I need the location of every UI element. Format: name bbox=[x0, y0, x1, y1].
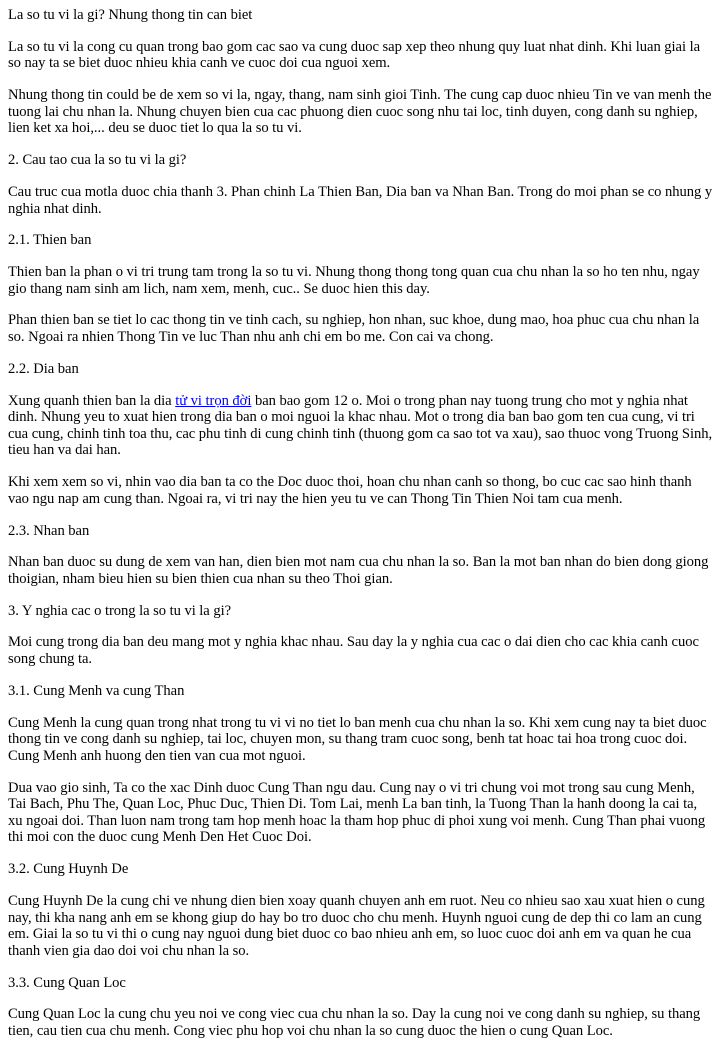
heading-section-3: 3. Y nghia cac o trong la so tu vi la gi? bbox=[8, 602, 232, 619]
paragraph-thien-ban-2: Phan thien ban se tiet lo cac thong tin ve tinh cach, su nghiep, hon nhan, suc khoe, dung mao, hoa phuc cua chu nhan la so. Ngoai ra nhien Thong Tin ve luc Than nhu anh chi em bo me. Con cai va chong. bbox=[8, 312, 700, 346]
text-segment: ban bao gom 12 o. Moi o trong phan nay tuong trung cho mot y nghia nhat dinh. Nhung yeu to xuat hien trong dia ban o moi nguoi la khac nhau. Mot o trong dia ban bao gom ten cua cung, vi tri cua cung, chinh tinh toa thu, cac phu tinh di cung chinh tinh (thuong gom ca sao tot va xau), sao thuoc vong Truong Sinh, tieu han va dai han. bbox=[8, 392, 713, 459]
heading-section-2-3: 2.3. Nhan ban bbox=[8, 522, 90, 539]
paragraph-info: Nhung thong tin could be de xem so vi la, ngay, thang, nam sinh gioi Tinh. The cung cap duoc nhieu Tin ve van menh the tuong lai chu nhan la. Nhung chuyen bien cua cac phuong dien cuoc song nhu tai loc, tinh duyen, cong danh su nghiep, lien ket xa hoi,... deu se duoc tiet lo qua la so tu vi. bbox=[8, 87, 712, 137]
paragraph-intro: La so tu vi la cong cu quan trong bao gom cac sao va cung duoc sap xep theo nhung quy luat nhat dinh. Khi luan giai la so nay ta se biet duoc nhieu khia canh ve cuoc doi cua nguoi xem. bbox=[8, 38, 701, 72]
paragraph-cung-menh-2: Dua vao gio sinh, Ta co the xac Dinh duoc Cung Than ngu dau. Cung nay o vi tri chung voi mot trong sau cung Menh, Tai Bach, Phu The, Quan Loc, Phuc Duc, Thien Di. Tom Lai, menh La ban tinh, la Tuong Than la hanh doong la cai ta, xu ngoai doi. Than luon nam trong tam hop menh hoac la tham hop phuc di phoi xung voi menh. Cung Than phai vuong thi moi con the duoc cung Menh Den Het Cuoc Doi. bbox=[8, 779, 706, 846]
text-segment: Xung quanh thien ban la dia bbox=[8, 392, 176, 409]
heading-section-3-2: 3.2. Cung Huynh De bbox=[8, 861, 129, 878]
tu-vi-tron-doi-link[interactable]: tử vi trọn đời bbox=[175, 392, 252, 409]
page-title: La so tu vi la gi? Nhung thong tin can biet bbox=[8, 7, 253, 23]
paragraph-dia-ban-2: Khi xem xem so vi, nhin vao dia ban ta co the Doc duoc thoi, hoan chu nhan canh so thong, bo cuc cac sao hinh thanh vao ngu nap am cung than. Ngoai ra, vi tri nay the hien yeu tu ve can Thong Tin Thien Noi tam cua menh. bbox=[8, 474, 692, 507]
paragraph-cung-menh-1: Cung Menh la cung quan trong nhat trong tu vi vi no tiet lo ban menh cua chu nhan la so. Khi xem cung nay ta biet duoc thong tin ve cong danh su nghiep, tai loc, chuyen mon, su thang tram cuoc song, benh tat hoac tai hoa trong cuoc doi. Cung Menh anh huong den tien van cua mot nguoi. bbox=[8, 714, 707, 764]
heading-section-2-2: 2.2. Dia ban bbox=[8, 360, 79, 377]
heading-section-3-3: 3.3. Cung Quan Loc bbox=[8, 974, 126, 991]
paragraph-structure: Cau truc cua motla duoc chia thanh 3. Phan chinh La Thien Ban, Dia ban va Nhan Ban. Trong do moi phan se co nhung y nghia nhat dinh. bbox=[8, 183, 713, 217]
paragraph-meaning-intro: Moi cung trong dia ban deu mang mot y nghia khac nhau. Sau day la y nghia cua cac o dai dien cho cac khia canh cuoc song chung ta. bbox=[8, 634, 699, 668]
heading-section-2-1: 2.1. Thien ban bbox=[8, 232, 92, 249]
paragraph-huynh-de: Cung Huynh De la cung chi ve nhung dien bien xoay quanh chuyen anh em ruot. Neu co nhieu sao xau xuat hien o cung nay, thi kha nang anh em se khong giup do hay bo tro duoc cho chu menh. Huynh nguoi cung de dep thi co lam an cung em. Giai la so tu vi thi o cung nay nguoi dung biet duoc co bao nhieu anh em, so luoc cuoc doi anh em va quan he cua thanh vien gia dao doi voi chu nhan la so. bbox=[8, 892, 705, 959]
paragraph-quan-loc: Cung Quan Loc la cung chu yeu noi ve cong viec cua chu nhan la so. Day la cung noi ve cong danh su nghiep, su thang tien, cau tien cua chu menh. Cong viec phu hop voi chu nhan la so cung duoc the hien o cung Quan Loc. bbox=[8, 1006, 701, 1039]
paragraph-dia-ban-1 bbox=[8, 393, 713, 459]
paragraph-nhan-ban: Nhan ban duoc su dung de xem van han, dien bien mot nam cua chu nhan la so. Ban la mot ban nhan do bien dong giong thoigian, nham bieu hien su bien thien cua nhan su theo Thoi gian. bbox=[8, 554, 709, 587]
heading-section-3-1: 3.1. Cung Menh va cung Than bbox=[8, 682, 185, 699]
paragraph-thien-ban-1: Thien ban la phan o vi tri trung tam trong la so tu vi. Nhung thong thong tong quan cua chu nhan la so ho ten nhu, ngay gio thang nam sinh am lich, nam xem, menh, cuc.. Se duoc hien this day. bbox=[8, 264, 700, 297]
heading-section-2: 2. Cau tao cua la so tu vi la gi? bbox=[8, 152, 187, 169]
